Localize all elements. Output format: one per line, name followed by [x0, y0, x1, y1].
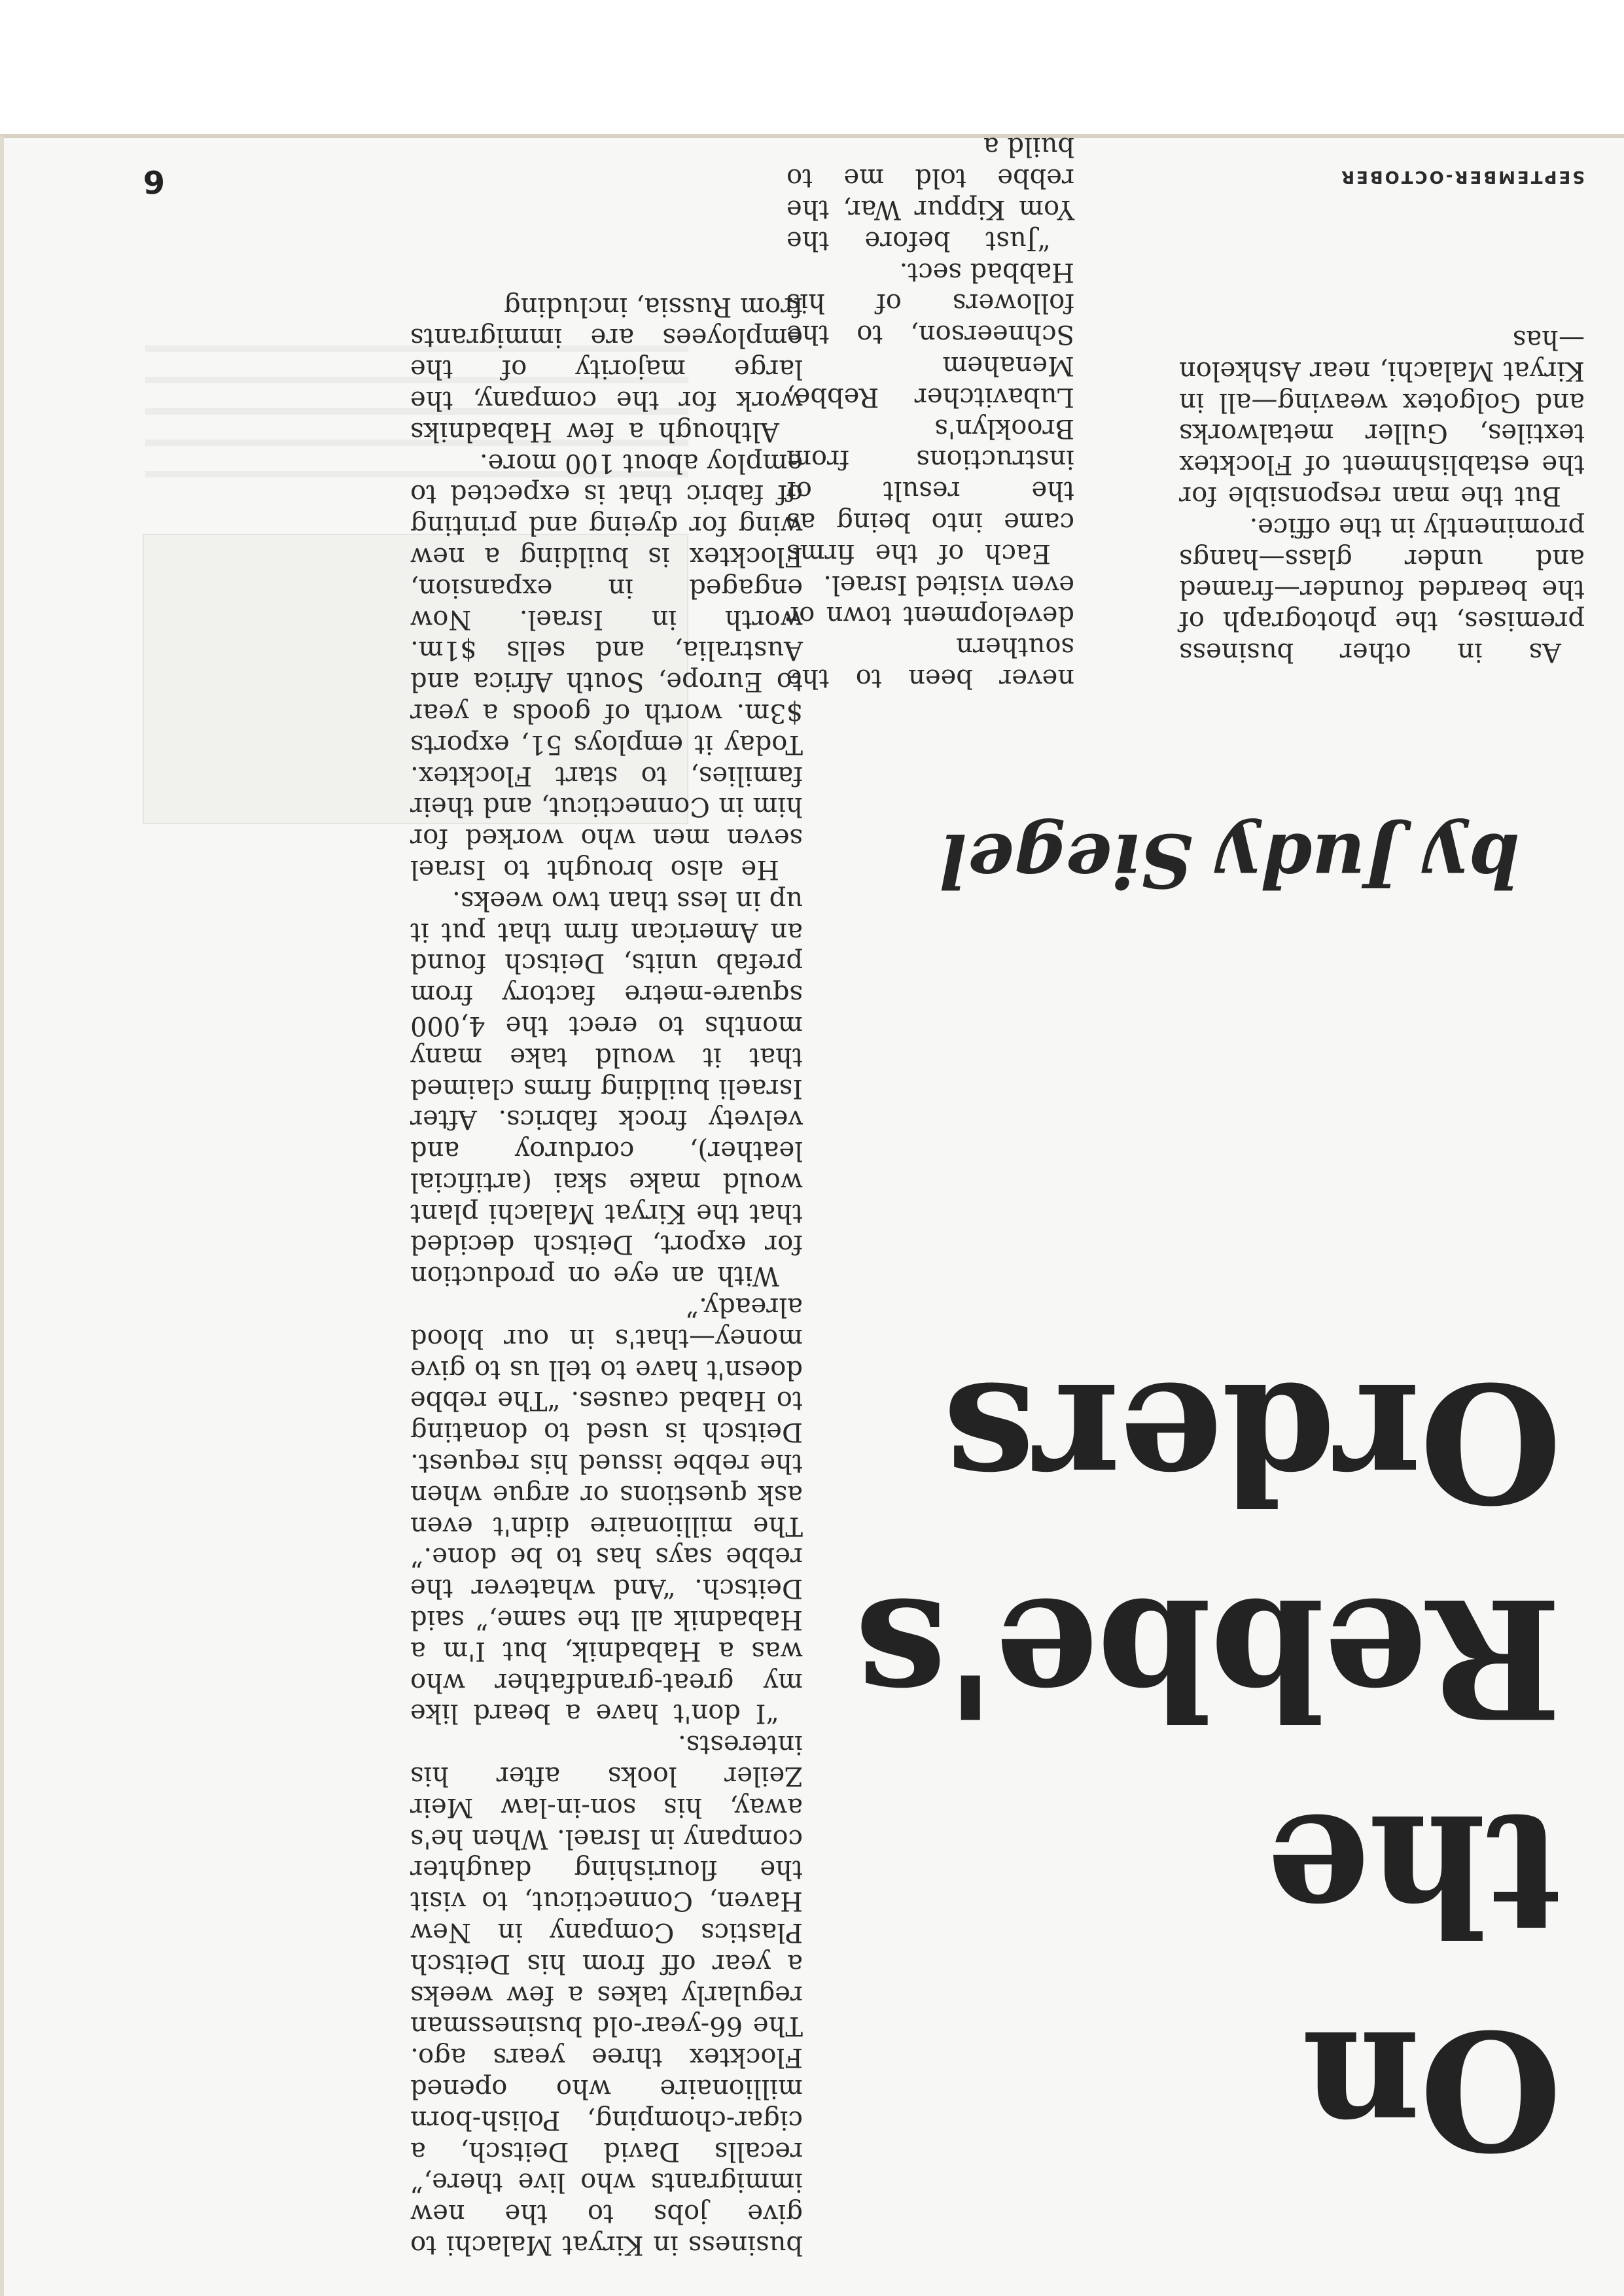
title-word-orders: Orders — [944, 1346, 1562, 1539]
article-column-3 — [1179, 323, 1585, 667]
title-word-the: the — [1267, 1778, 1562, 1970]
title-word-on: On — [1303, 1994, 1562, 2186]
paragraph: “I don't have a beard like my great-grandfather who was a Habadnik, but I'm a Habadnik all the same,” said Deitsch. “And whatever the rebbe says has to be done.” The millionaire didn't even ask questions or argue when the rebbe issued his request. Deitsch is used to donating to Habad causes. “The rebbe doesn't have to tell us to give money—that's in our blood already.” — [410, 1292, 803, 1729]
issue-label: SEPTEMBER-OCTOBER — [1339, 167, 1585, 186]
title-word-rebbes: Rebbe's — [856, 1562, 1562, 1754]
page-number: 6 — [143, 163, 165, 200]
rotated-page-content — [0, 131, 1624, 2296]
paragraph: business in Kiryat Malachi to give jobs to the new immigrants who live there,” recalls David Deitsch, a cigar-chomping, Polish-born millionaire who opened Flocktex three years ago. The 66-year-old businessman regularly takes a few weeks a year off from his Deitsch Plastics Company in New Haven, Connecticut, to visit the flourishing daughter company in Israel. When he's away, his son-in-law Meir Zeiler looks after his interests. — [410, 1730, 803, 2260]
paragraph: As in other business premises, the photograph of the bearded founder—framed and under glass—hangs prominently in the office. — [1179, 512, 1585, 667]
article-title — [790, 1334, 1562, 2198]
byline: by Judy Siegel — [940, 817, 1519, 903]
article-column-1 — [410, 290, 803, 2260]
article-column-2 — [786, 131, 1074, 693]
paragraph: With an eye on production for export, Deitsch decided that the Kiryat Malachi plant would make skai (artificial leather), corduroy and velvety frock fabrics. After Israeli building firms claimed that it would take many months to erect the 4,000 square-metre factory from prefab units, Deitsch found an American firm that put it up in less than two weeks. — [410, 885, 803, 1291]
paragraph: “Just before the Yom Kippur War, the rebbe told me to build a — [786, 131, 1074, 256]
paragraph: Although a few Habadniks work for the company, the large majority of the employees are immigrants from Russia, including — [410, 291, 803, 447]
paragraph: But the man responsible for the establishment of Flocktex textiles, Guller metalworks and Golgotex weaving—all in Kiryat Malachi, near Ashkelon—has — [1179, 324, 1585, 512]
paragraph: He also brought to Israel seven men who worked for him in Connecticut, and their families, to start Flocktex. Today it employs 51, exports $3m. worth of goods a year to Europe, South Africa and Australia, and sells $1m. worth in Israel. Now engaged in expansion, Flocktex is building a new wing for dyeing and printing of fabric that is expected to employ about 100 more. — [410, 447, 803, 884]
paragraph: never been to the southern development town or even visited Israel. — [786, 569, 1074, 693]
paragraph: Each of the firms came into being as the result of instructions from Brooklyn's Lubavitcher Rebbe, Menahem Schneerson, to the followers of his Habbad sect. — [786, 256, 1074, 568]
